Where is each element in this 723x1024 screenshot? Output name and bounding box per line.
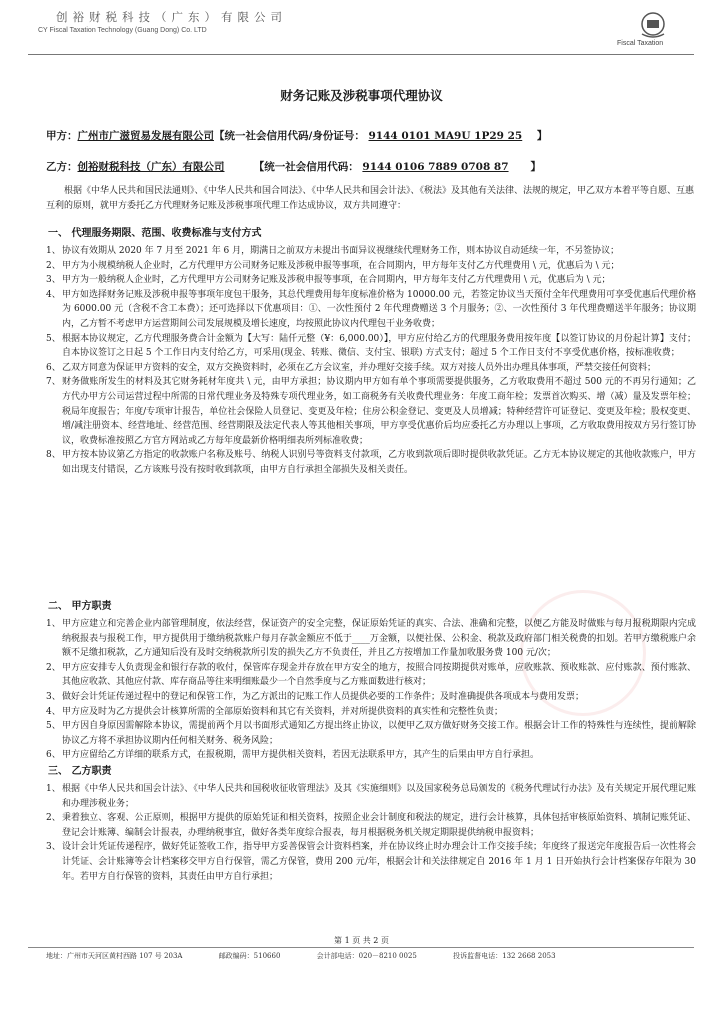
party-a-code: 9144 0101 MA9U 1P29 25	[368, 130, 523, 142]
party-b-code: 9144 0106 7889 0708 87	[362, 161, 509, 173]
logo-caption: Fiscal Taxation	[617, 40, 664, 47]
party-a-name: 广州市广滋贸易发展有限公司	[77, 130, 214, 142]
list-item: 1、 甲方应建立和完善企业内部管理制度，依法经营，保证资产的安全完整，保证原始凭证的真实、合法、准确和完整，以便乙方能及时做账与每月报税期限内完成纳税报表与报税工作，甲方提供用于缴纳税款账户每月存款金额应不低于____万金额，以便社保、公积金、税款及政府部门相关税费的扣划。若甲方缴税账户余额不足缴扣税款，乙方通知后没有及时交纳税款所引发的损失乙方不负责任，并且乙方按增加工作量加收服务费 100 元/次；	[46, 619, 696, 659]
list-item: 6、 甲方应留给乙方详细的联系方式，在报税期，需甲方提供相关资料，若因无法联系甲方，其产生的后果由甲方自行承担。	[46, 750, 540, 761]
list-item: 1、 根据《中华人民共和国会计法》、《中华人民共和国税收征收管理法》及其《实施细则》以及国家税务总局颁发的《税务代理试行办法》及有关规定开展代理记账和办理涉税业务；	[46, 784, 696, 809]
header-divider	[28, 54, 694, 55]
page-number: 第 1 页 共 2 页	[334, 936, 389, 945]
list-item: 2、 甲方应安排专人负责现金和银行存款的收付，保管库存现金并存放在甲方安全的地方，按照合同按期提供对账单，应收账款、预收账款、应付账款、预付账款、其他应收款、其他应付款、库存商品等往来明细账最少一个自然季度与乙方账面数进行核对；	[46, 662, 696, 688]
footer-complaint: 投诉监督电话：132 2668 2053	[453, 952, 556, 960]
list-item: 4、 甲方应及时为乙方提供会计核算所需的全部原始资料和其它有关资料，并对所提供资料的真实性和完整性负责；	[46, 706, 504, 717]
intro-paragraph: 根据《中华人民共和国民法通则》、《中华人民共和国合同法》、《中华人民共和国会计法》、《税法》及其他有关法律、法规的规定，甲乙双方本着平等自愿、互惠互利的原则，就甲方委托乙方代理财务记账及涉税事项代理工作达成协议，双方共同遵守：	[46, 186, 695, 211]
party-b-close: 】	[530, 161, 541, 173]
party-a-close: 】	[536, 130, 548, 142]
list-item: 1、 协议有效期从 2020 年 7 月至 2021 年 6 月，期满日之前双方未提出书面异议视继续代理财务工作，则本协议自动延续一年，不另签协议；	[46, 246, 620, 256]
party-b-line	[46, 159, 541, 174]
list-item: 2、 甲方为小规模纳税人企业时，乙方代理甲方公司财务记账及涉税申报等事项，在合同期内，甲方每年支付乙方代理费用 \ 元，优惠后为 \ 元；	[46, 260, 620, 271]
section-1-list	[46, 244, 696, 478]
footer-phone: 会计部电话：020－8210 0025	[316, 952, 417, 960]
company-logo-icon	[638, 12, 668, 38]
footer	[46, 951, 590, 961]
list-item: 8、 甲方按本协议第乙方指定的收款账户名称及账号、纳税人识别号等资料支付款项，乙方收到款项后即时提供收款凭证。乙方无本协议规定的其他收款账户，甲方如出现支付错误，乙方该账号没有按时收到款项，由甲方自行承担全部损失及相关责任。	[46, 450, 696, 475]
section-1-heading: 一、 代理服务期限、范围、收费标准与支付方式	[48, 228, 262, 239]
footer-address: 地址：广州市天河区黄村西路 107 号 203A	[46, 952, 183, 960]
list-item: 4、 甲方如选择财务记账及涉税申报等事项年度包干服务，其总代理费用每年度标准价格为 10000.00 元，若签定协议当天预付全年代理费用可享受优惠后代理价格为 6000.00 元（含税不含工本费）；还可选择以下优惠项目：①、一次性预付 2 年代理费赠送 3 个月服务；②、一次性预付 3 年代理费赠送半年服务；协议期内，乙方暂不考虑甲方运营期间公司发展规模及增长速度，均按照此协议内代理包干业务收费；	[46, 289, 696, 329]
section-3-list	[46, 782, 696, 884]
list-item: 3、 甲方为一般纳税人企业时，乙方代理甲方公司财务记账及涉税申报等事项，在合同期内，甲方每年支付乙方代理费用 \ 元，优惠后为 \ 元；	[46, 275, 611, 286]
section-3-heading: 三、 乙方职责	[48, 766, 112, 777]
party-a-code-label: 【统一社会信用代码/身份证号：	[214, 130, 365, 142]
document-title: 财务记账及涉税事项代理协议	[280, 88, 443, 103]
section-2-heading: 二、 甲方职责	[48, 601, 112, 612]
party-b-code-label: 【统一社会信用代码：	[253, 161, 359, 173]
list-item: 5、 甲方因自身原因需解除本协议，需提前两个月以书面形式通知乙方提出终止协议，以便甲乙双方做好财务交接工作。根据会计工作的特殊性与连续性，提前解除协议乙方将不承担协议期内任何相关财务、税务风险；	[46, 721, 696, 746]
list-item: 3、 做好会计凭证传递过程中的登记和保管工作，为乙方派出的记账工作人员提供必要的工作条件；及时准确提供各项成本与费用发票；	[46, 691, 585, 702]
header-company-en: CY Fiscal Taxation Technology (Guang Dong) Co. LTD	[38, 27, 207, 34]
party-a-line	[46, 128, 547, 143]
footer-divider	[28, 947, 694, 948]
party-b-label: 乙方：	[46, 161, 78, 173]
party-b-name: 创裕财税科技（广东）有限公司	[77, 161, 225, 173]
list-item: 7、 财务做账所发生的材料及其它财务耗材年度共 \ 元，由甲方承担；协议期内甲方如有单个事项需要提供服务，乙方收取费用不超过 500 元的不再另行通知；乙方代办甲方公司运营过程中所需的日常代理业务及特殊专项代理业务，如工商税务有关收费代理业务：年度工商年检；发票首次购买、增（减）量及发票年检；税局年度报告；年度/专项审计报告，单位社会保险人员登记、变更及年检；住房公积金登记、变更及人员增减；特种经营许可证登记、变更及年检；股权变更、增/减注册资本、经营地址、经营范围、经营期限及法定代表人等其他相关事项，甲方享受优惠价后均应委托乙方办理以上事项，乙方收取费用按双方另行签订协议，收费标准按照乙方官方网站或乙方每年度最新价格明细表所列标准收费；	[46, 377, 696, 446]
list-item: 3、 设计会计凭证传递程序，做好凭证签收工作，指导甲方妥善保管会计资料档案，并在协议终止时办理会计工作交接手续；年度终了报送完年度报告后一次性将会计凭证、会计账簿等会计档案移交甲方自行保管，需乙方保管，费用 200 元/年，根据会计和关法律规定自 2016 年 1 月 1 日开始执行会计档案保存年限为 30 年。若甲方自行保管的资料，其责任由甲方自行承担；	[46, 842, 696, 882]
list-item: 6、 乙双方同意为保证甲方资料的安全，双方交换资料时，必须在乙方会议室，并办理好交接手续。双方对接人员外出办理具体事项，严禁交接任何资料；	[46, 362, 657, 373]
header-company-cn: 创裕财税科技（广东）有限公司	[56, 10, 287, 24]
list-item: 5、 根据本协议规定，乙方代理服务费合计金额为【大写：陆仟元整（¥：6,000.00）】，甲方应付给乙方的代理服务费用按年度【以签订协议的月份起计算】支付；自本协议签订之日起 5 个工作日内支付给乙方，可采用(现金、转账、微信、支付宝、银联) 方式支付；超过 5 个工作日支付不享受优惠价格，按标准收费；	[46, 333, 696, 359]
party-a-label: 甲方：	[46, 130, 78, 142]
section-2-list	[46, 617, 696, 763]
footer-postcode: 邮政编码：510660	[218, 952, 281, 960]
list-item: 2、 秉着独立、客观、公正原则，根据甲方提供的原始凭证和相关资料，按照企业会计制度和税法的规定，进行会计核算，具体包括审核原始资料、填制记账凭证、登记会计账簿、编制会计报表，办理纳税事宜，做好各类年度综合报表，每月根据税务机关规定期限提供纳税申报资料；	[46, 813, 696, 838]
